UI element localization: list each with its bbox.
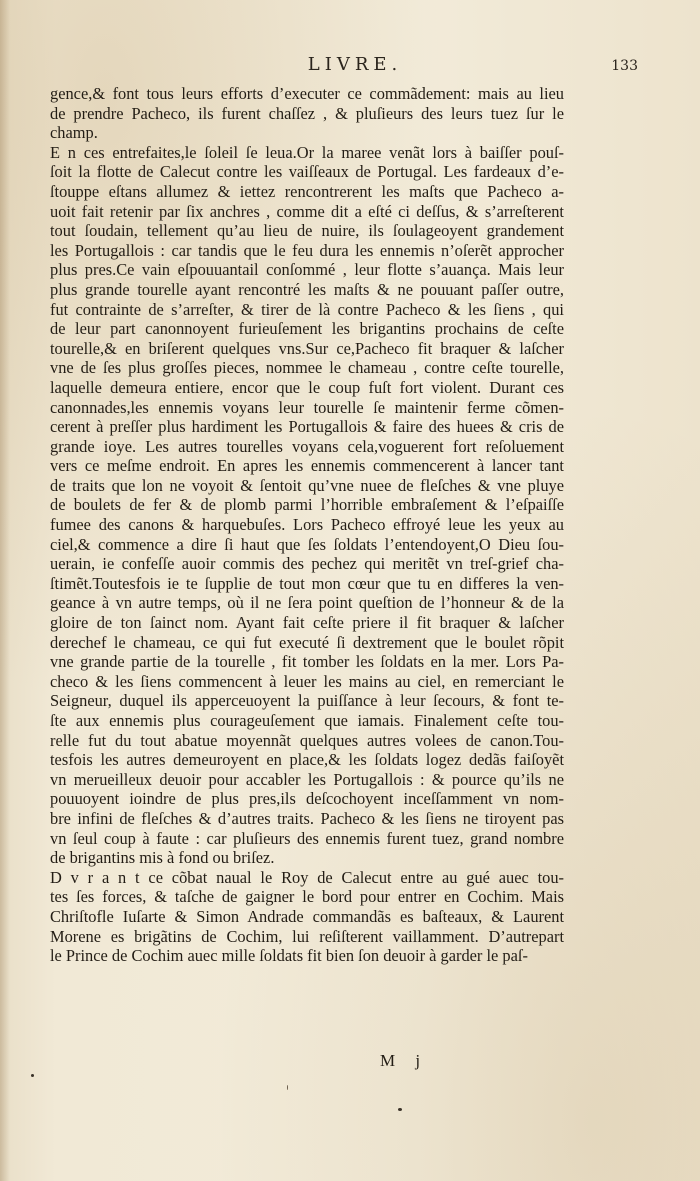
signature-mark: M j [380,1051,429,1070]
text-line: grande ioye. Les autres tourelles voyans cela,voguerent fort reſoluement [50,436,564,456]
text-line: plus pres.Ce vain eſpouuantail conſommé , leur flotte s’auança. Mais leur [50,260,564,280]
text-line: vn ſeul coup à faute : car pluſieurs des ennemis furent tuez, grand nombre [50,828,564,848]
text-line: geance à vn autre temps, où il ne ſera point queſtion de l’honneur & de la [50,593,564,613]
text-line: plus grande tourelle ayant rencontré les maſts & ne pouuant paſſer outre, [50,279,564,299]
text-line: fumee des canons & harquebuſes. Lors Pacheco effroyé leue les yeux au [50,515,564,535]
text-line: de traits que lon ne voyoit & ſentoit qu’vne nuee de fleſches & vne pluye [50,475,564,495]
text-line: ſoit la flotte de Calecut contre les vaiſſeaux de Portugal. Les fardeaux d’e- [50,162,564,182]
body-text [50,84,564,966]
text-line: de boulets de fer & de plomb parmi l’horrible embraſement & l’eſpaiſſe [50,495,564,515]
text-line: checo & les ſiens commencent à leuer les mains au ciel, en remerciant le [50,671,564,691]
text-line: Seigneur, duquel ils apperceuoyent la puiſſance à leur ſecours, & font te- [50,691,564,711]
text-line: vn merueilleux deuoir pour accabler les Portugallois : & pource qu’ils ne [50,769,564,789]
text-line: Chriſtofle Iuſarte & Simon Andrade commandãs es baſteaux, & Laurent [50,906,564,926]
text-line: tout ſoudain, tellement qu’au lieu de nuire, ils ſoulageoyent grandement [50,221,564,241]
text-line: derechef le chameau, ce qui fut executé ſi dextrement que le boulet rõpit [50,632,564,652]
text-line: uoit fait retenir par ſix anchres , comme dit a eſté ci deſſus, & s’arreſterent [50,201,564,221]
text-line: Morene es brigãtins de Cochim, lui reſiſterent vaillamment. D’autrepart [50,926,564,946]
text-line: tes ſes forces, & taſche de gaigner le bord pour entrer en Cochim. Mais [50,887,564,907]
text-line: tourelle,& en briſerent quelques vns.Sur ce,Pacheco fit braquer & laſcher [50,338,564,358]
text-line: ſtimẽt.Toutesfois ie te ſupplie de tout mon cœur que tu en differes la ven- [50,573,564,593]
text-line: cerent à preſſer plus hardiment les Portugallois & faire des huees & cris de [50,417,564,437]
text-line: ſtouppe eſtans allumez & iettez rencontrerent les maſts que Pacheco a- [50,181,564,201]
ink-speck [398,1108,402,1111]
ink-speck [287,1085,288,1090]
page-edge-shadow [0,0,10,1181]
text-line: champ. [50,123,98,143]
text-line: laquelle demeura entiere, encor que le coup fuſt fort violent. Durant ces [50,377,564,397]
page-number: 133 [611,58,638,74]
text-line: fut contrainte de s’arreſter, & tirer de là contre Pacheco & les ſiens , qui [50,299,564,319]
text-line: bre infini de fleſches & d’autres traits. Pacheco & les ſiens ne tiroyent pas [50,808,564,828]
text-line: ciel,& commence a dire ſi haut que ſes ſoldats l’entendoyent,O Dieu ſou- [50,534,564,554]
text-line: E n ces entrefaites,le ſoleil ſe leua.Or la maree venãt lors à baiſſer pouſ- [50,142,564,162]
text-line: de prendre Pacheco, ils furent chaſſez , & pluſieurs des leurs tuez ſur le [50,103,564,123]
running-head: LIVRE. [307,54,403,75]
text-line: les Portugallois : car tandis que le feu dura les ennemis n’oſerẽt approcher [50,240,564,260]
text-line: D v r a n t ce cõbat naual le Roy de Calecut entre au gué auec tou- [50,867,564,887]
text-line: vne grande partie de la tourelle , fit tomber les ſoldats en la mer. Lors Pa- [50,652,564,672]
text-line: de leur part canonnoyent furieuſement les brigantins prochains de ceſte [50,319,564,339]
text-line: tesfois les autres demeuroyent en place,& les ſoldats logez dedãs faiſoyẽt [50,750,564,770]
text-line: pouuoyent ioindre de plus pres,ils deſcochoyent inceſſamment vn nom- [50,789,564,809]
text-line: gence,& font tous leurs efforts d’executer ce commãdement: mais au lieu [50,84,564,103]
text-line: gloire de ton ſainct nom. Ayant fait ceſte priere il fit braquer & laſcher [50,613,564,633]
page-header [60,54,650,80]
ink-speck [31,1074,34,1077]
text-line: vers ce meſme endroit. En apres les ennemis commencerent à lancer tant [50,456,564,476]
text-line: le Prince de Cochim auec mille ſoldats fit bien ſon deuoir à garder le paſ- [50,946,528,966]
text-line: canonnades,les ennemis voyans leur tourelle ſe maintenir ferme cõmen- [50,397,564,417]
text-line: vne de ſes plus groſſes pieces, nommee le chameau , contre ceſte tourelle, [50,358,564,378]
text-line: de brigantins mis à fond ou briſez. [50,848,275,868]
text-line: ſte aux ennemis plus courageuſement que iamais. Finalement ceſte tou- [50,711,564,730]
text-line: relle fut du tout abatue moyennãt quelques autres volees de canon.Tou- [50,730,564,750]
text-line: uerain, ie confeſſe auoir commis des pechez qui meritẽt vn treſ-grief cha- [50,554,564,574]
